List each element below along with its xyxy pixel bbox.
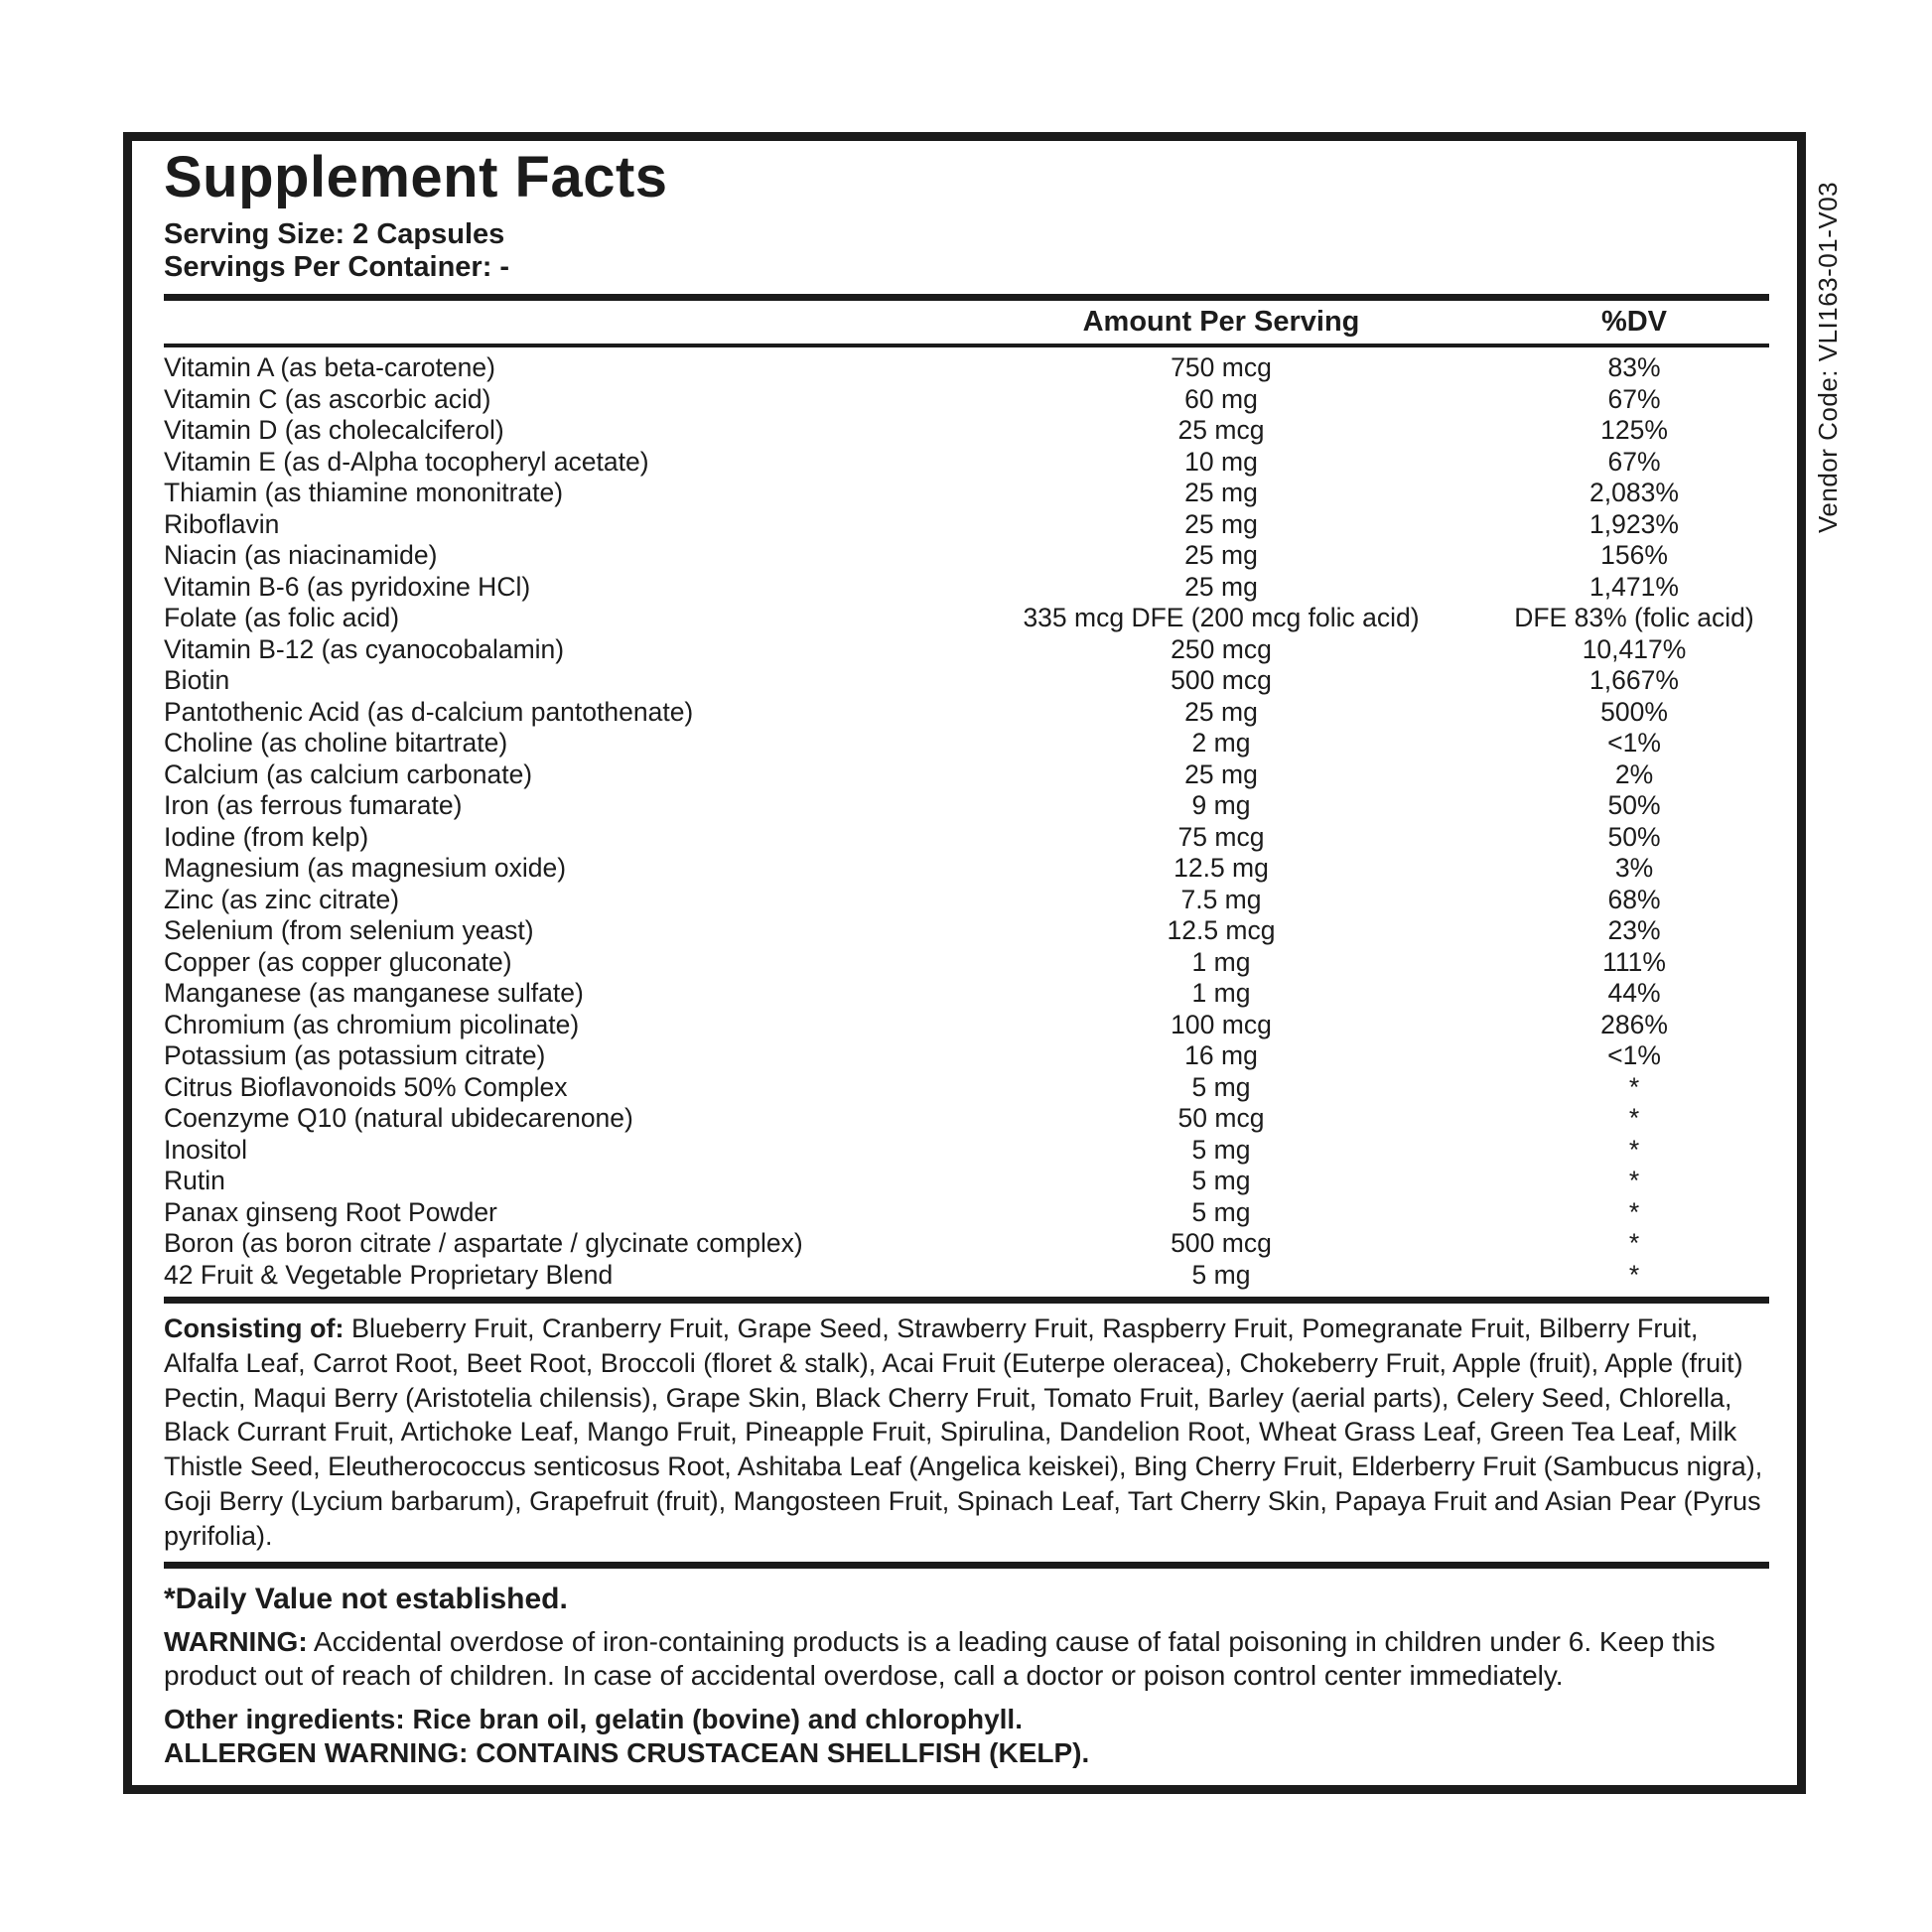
nutrient-row xyxy=(164,978,1769,1010)
nutrient-amount: 750 mcg xyxy=(1171,352,1272,382)
consisting-label: Consisting of: xyxy=(164,1313,345,1343)
nutrient-dv: 44% xyxy=(1607,978,1661,1008)
nutrient-amount: 25 mg xyxy=(1184,508,1258,539)
nutrient-amount: 50 mcg xyxy=(1177,1103,1265,1133)
nutrient-row xyxy=(164,603,1769,634)
nutrient-row xyxy=(164,1010,1769,1041)
nutrient-amount: 25 mg xyxy=(1184,478,1258,507)
nutrient-name: Selenium (from selenium yeast) xyxy=(164,915,534,945)
nutrient-dv: 125% xyxy=(1600,415,1668,445)
nutrient-dv: 50% xyxy=(1607,790,1661,820)
nutrient-name: Vitamin A (as beta-carotene) xyxy=(164,352,495,382)
nutrient-dv: 23% xyxy=(1607,915,1661,945)
nutrient-row xyxy=(164,697,1769,729)
nutrient-row xyxy=(164,384,1769,416)
nutrient-amount: 250 mcg xyxy=(1171,633,1272,664)
consisting-text: Blueberry Fruit, Cranberry Fruit, Grape Seed, Strawberry Fruit, Raspberry Fruit, Pomegranate Fruit, Bilberry Fruit, Alfalfa Leaf, Carrot Root, Beet Root, Broccoli (floret & stalk), Acai Fruit (Euterpe oleracea), Chokeberry Fruit, Apple (fruit), Apple (fruit) Pectin, Maqui Berry (Aristotelia chilensis), Grape Skin, Black Cherry Fruit, Tomato Fruit, Barley (aerial parts), Celery Seed, Chlorella, Black Currant Fruit, Artichoke Leaf, Mango Fruit, Pineapple Fruit, Spirulina, Dandelion Root, Wheat Grass Leaf, Green Tea Leaf, Milk Thistle Seed, Eleutherococcus senticosus Root, Ashitaba Leaf (Angelica keiskei), Bing Cherry Fruit, Elderberry Fruit (Sambucus nigra), Goji Berry (Lycium barbarum), Grapefruit (fruit), Mangosteen Fruit, Spinach Leaf, Tart Cherry Skin, Papaya Fruit and Asian Pear (Pyrus pyrifolia). xyxy=(164,1313,1763,1551)
nutrient-name: Manganese (as manganese sulfate) xyxy=(164,978,584,1008)
nutrient-name: Potassium (as potassium citrate) xyxy=(164,1040,546,1070)
nutrient-amount: 1 mg xyxy=(1191,946,1251,977)
warning-text: Accidental overdose of iron-containing products is a leading cause of fatal poisoning in children under 6. Keep this product out of reach of children. In case of accidental overdose, call a doctor or poison control center immediately. xyxy=(164,1625,1716,1692)
nutrient-dv: * xyxy=(1628,1166,1640,1195)
nutrient-row xyxy=(164,853,1769,885)
nutrient-amount: 500 mcg xyxy=(1171,1228,1272,1258)
nutrient-row xyxy=(164,540,1769,572)
nutrient-dv: * xyxy=(1628,1071,1640,1102)
warning-label: WARNING: xyxy=(164,1625,308,1657)
nutrient-amount: 7.5 mg xyxy=(1180,884,1262,914)
nutrient-row xyxy=(164,759,1769,791)
nutrient-amount: 9 mg xyxy=(1191,790,1251,820)
other-ingredients-text: Rice bran oil, gelatin (bovine) and chlorophyll. xyxy=(412,1703,1023,1734)
nutrient-row xyxy=(164,1228,1769,1260)
nutrient-name: Choline (as choline bitartrate) xyxy=(164,728,508,758)
nutrient-amount: 10 mg xyxy=(1184,446,1258,477)
divider-table-bottom-thick xyxy=(164,1297,1769,1304)
nutrient-amount: 100 mcg xyxy=(1171,1009,1272,1039)
nutrient-dv: * xyxy=(1628,1228,1640,1258)
nutrient-name: Vitamin B-6 (as pyridoxine HCl) xyxy=(164,571,531,602)
nutrient-row xyxy=(164,415,1769,447)
serving-info xyxy=(164,218,1775,284)
nutrient-dv: 500% xyxy=(1600,696,1668,727)
nutrient-row xyxy=(164,1072,1769,1104)
nutrient-row xyxy=(164,478,1769,509)
warning-paragraph xyxy=(164,1625,1769,1694)
nutrient-row xyxy=(164,790,1769,822)
nutrient-amount: 25 mg xyxy=(1184,696,1258,727)
nutrient-dv: 156% xyxy=(1600,540,1668,570)
nutrient-dv: 111% xyxy=(1602,946,1666,977)
nutrient-name: Iodine (from kelp) xyxy=(164,821,369,852)
nutrient-amount: 500 mcg xyxy=(1171,665,1272,695)
nutrient-amount: 5 mg xyxy=(1191,1071,1251,1102)
nutrient-dv: 2,083% xyxy=(1589,478,1679,507)
nutrient-row xyxy=(164,447,1769,479)
nutrient-amount: 25 mcg xyxy=(1177,415,1265,445)
nutrient-name: Niacin (as niacinamide) xyxy=(164,540,438,570)
nutrient-name: Biotin xyxy=(164,665,230,695)
page-title: Supplement Facts xyxy=(164,145,668,209)
nutrient-row xyxy=(164,1135,1769,1167)
allergen-warning: ALLERGEN WARNING: CONTAINS CRUSTACEAN SHELLFISH (KELP). xyxy=(164,1736,1090,1768)
nutrient-name: Pantothenic Acid (as d-calcium pantothenate) xyxy=(164,696,694,727)
nutrient-dv: 2% xyxy=(1614,759,1654,789)
nutrient-name: Vitamin B-12 (as cyanocobalamin) xyxy=(164,633,565,664)
nutrient-amount: 1 mg xyxy=(1191,978,1251,1008)
nutrient-name: Vitamin D (as cholecalciferol) xyxy=(164,415,504,445)
nutrient-row xyxy=(164,1166,1769,1197)
table-header-row xyxy=(164,304,1769,340)
nutrient-name: Copper (as copper gluconate) xyxy=(164,946,512,977)
nutrient-name: Calcium (as calcium carbonate) xyxy=(164,759,533,789)
nutrient-row xyxy=(164,915,1769,947)
nutrient-dv: 1,471% xyxy=(1589,571,1679,602)
nutrient-dv: 10,417% xyxy=(1582,633,1687,664)
divider-consisting-thick xyxy=(164,1562,1769,1569)
nutrient-dv: 83% xyxy=(1607,352,1661,382)
nutrient-row xyxy=(164,822,1769,854)
other-ingredients xyxy=(164,1703,1769,1735)
nutrient-amount: 25 mg xyxy=(1184,571,1258,602)
nutrient-name: Chromium (as chromium picolinate) xyxy=(164,1009,580,1039)
vendor-code: Vendor Code: VLI163-01-V03 xyxy=(1813,181,1843,533)
nutrient-name: Riboflavin xyxy=(164,508,280,539)
nutrient-name: Coenzyme Q10 (natural ubidecarenone) xyxy=(164,1103,633,1133)
nutrient-dv: <1% xyxy=(1607,1040,1661,1070)
nutrient-amount: 5 mg xyxy=(1191,1196,1251,1227)
nutrient-dv: 50% xyxy=(1607,821,1661,852)
nutrient-dv: DFE 83% (folic acid) xyxy=(1514,603,1754,632)
nutrient-dv: 1,667% xyxy=(1589,665,1679,695)
nutrient-dv: 67% xyxy=(1607,446,1661,477)
nutrient-name: Thiamin (as thiamine mononitrate) xyxy=(164,478,564,507)
nutrient-amount: 16 mg xyxy=(1184,1040,1258,1070)
nutrient-row xyxy=(164,947,1769,979)
nutrient-name: Folate (as folic acid) xyxy=(164,603,400,632)
nutrient-amount: 5 mg xyxy=(1191,1259,1251,1290)
nutrient-dv: * xyxy=(1628,1196,1640,1227)
nutrient-name: Panax ginseng Root Powder xyxy=(164,1196,497,1227)
nutrient-row xyxy=(164,1197,1769,1229)
nutrient-name: Boron (as boron citrate / aspartate / glycinate complex) xyxy=(164,1228,803,1258)
serving-size: Serving Size: 2 Capsules xyxy=(164,218,505,250)
divider-top-thick xyxy=(164,294,1769,301)
divider-header-thin xyxy=(164,344,1769,347)
nutrient-dv: 67% xyxy=(1607,383,1661,414)
nutrient-amount: 12.5 mcg xyxy=(1167,915,1276,945)
nutrient-name: Inositol xyxy=(164,1134,247,1165)
nutrient-row xyxy=(164,728,1769,759)
nutrient-dv: 1,923% xyxy=(1589,508,1679,539)
nutrient-row xyxy=(164,352,1769,384)
nutrient-amount: 75 mcg xyxy=(1177,821,1265,852)
nutrient-name: Iron (as ferrous fumarate) xyxy=(164,790,463,820)
other-ingredients-label: Other ingredients: xyxy=(164,1703,405,1734)
nutrient-name: Zinc (as zinc citrate) xyxy=(164,884,400,914)
nutrient-name: Vitamin E (as d-Alpha tocopheryl acetate) xyxy=(164,446,649,477)
nutrient-amount: 2 mg xyxy=(1191,728,1251,758)
nutrient-row xyxy=(164,885,1769,916)
nutrient-amount: 25 mg xyxy=(1184,759,1258,789)
nutrient-amount: 25 mg xyxy=(1184,540,1258,570)
nutrient-dv: * xyxy=(1628,1259,1640,1290)
nutrient-name: 42 Fruit & Vegetable Proprietary Blend xyxy=(164,1259,614,1290)
header-dv: %DV xyxy=(1600,306,1668,338)
nutrient-row xyxy=(164,665,1769,697)
nutrient-dv: * xyxy=(1628,1103,1640,1133)
nutrient-row xyxy=(164,572,1769,604)
nutrient-row xyxy=(164,1260,1769,1292)
nutrient-amount: 12.5 mg xyxy=(1173,853,1269,883)
nutrient-name: Vitamin C (as ascorbic acid) xyxy=(164,383,491,414)
nutrient-rows xyxy=(158,352,1775,1291)
nutrient-amount: 5 mg xyxy=(1191,1166,1251,1195)
nutrient-dv: 68% xyxy=(1607,884,1661,914)
nutrient-row xyxy=(164,1040,1769,1072)
servings-per-container: Servings Per Container: - xyxy=(164,251,510,283)
nutrient-amount: 5 mg xyxy=(1191,1134,1251,1165)
nutrient-dv: 3% xyxy=(1614,853,1654,883)
nutrient-amount: 60 mg xyxy=(1184,383,1258,414)
nutrient-name: Magnesium (as magnesium oxide) xyxy=(164,853,567,883)
header-amount-per-serving: Amount Per Serving xyxy=(1082,306,1360,338)
consisting-paragraph xyxy=(164,1311,1769,1554)
nutrient-dv: <1% xyxy=(1607,728,1661,758)
nutrient-dv: * xyxy=(1628,1134,1640,1165)
nutrient-row xyxy=(164,509,1769,541)
supplement-facts-box xyxy=(123,132,1806,1794)
nutrient-row xyxy=(164,634,1769,666)
nutrient-row xyxy=(164,1103,1769,1135)
nutrient-amount: 335 mcg DFE (200 mcg folic acid) xyxy=(1023,603,1420,632)
nutrient-name: Citrus Bioflavonoids 50% Complex xyxy=(164,1071,568,1102)
daily-value-note: *Daily Value not established. xyxy=(164,1582,568,1615)
nutrient-dv: 286% xyxy=(1600,1009,1668,1039)
nutrient-name: Rutin xyxy=(164,1166,225,1195)
